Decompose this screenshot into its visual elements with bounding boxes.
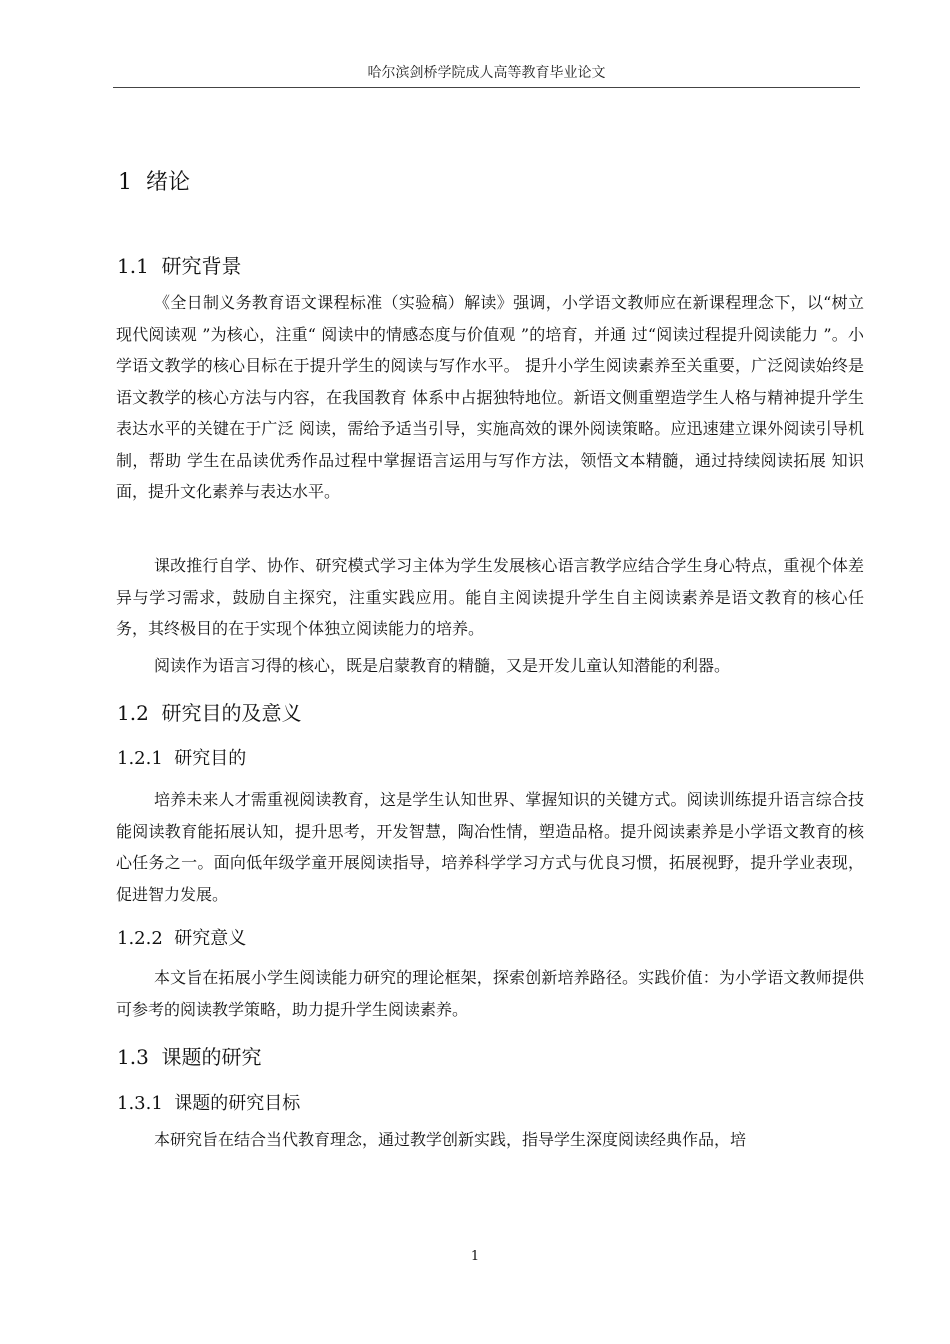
section-heading-1-2 — [117, 697, 302, 726]
section-title: 研究背景 — [161, 254, 242, 278]
subsection-number: 1.2.1 — [117, 748, 163, 769]
section-heading-1-1 — [117, 250, 242, 279]
paragraph-1-1-2: 课改推行自学、协作、研究模式学习主体为学生发展核心语言教学应结合学生身心特点，重视个体差异与学习需求，鼓励自主探究，注重实践应用。能自主阅读提升学生自主阅读素养是语文教育的核心任务，其终极目的在于实现个体独立阅读能力的培养。 — [116, 556, 864, 638]
chapter-number: 1 — [118, 170, 132, 195]
subsection-number: 1.3.1 — [117, 1093, 163, 1114]
subsection-number: 1.2.2 — [117, 928, 163, 949]
section-number: 1.3 — [117, 1045, 149, 1069]
subsection-heading-1-2-2 — [117, 924, 246, 950]
paragraph-1-1-3: 阅读作为语言习得的核心，既是启蒙教育的精髓，又是开发儿童认知潜能的利器。 — [154, 656, 731, 675]
page-number: 1 — [470, 1249, 480, 1264]
section-title: 研究目的及意义 — [161, 701, 302, 725]
subsection-heading-1-2-1 — [117, 744, 246, 770]
paragraph-1-1-1: 《全日制义务教育语文课程标准（实验稿）解读》强调，小学语文教师应在新课程理念下，以“树立现代阅读观 ”为核心，注重“ 阅读中的情感态度与价值观 ”的培育，并通 过“阅读过程提升阅读能力 ”。小学语文教学的核心目标在于提升学生的阅读与写作水平。 提升小学生阅读素养至关重要，广泛阅读始终是语文教学的核心方法与内容，在我国教育 体系中占据独特地位。新语文侧重塑造学生人格与精神提升学生表达水平的关键在于广泛 阅读，需给予适当引导，实施高效的课外阅读策略。应迅速建立课外阅读引导机制，帮助 学生在品读优秀作品过程中掌握语言运用与写作方法，领悟文本精髓，通过持续阅读拓展 知识面，提升文化素养与表达水平。 — [116, 293, 864, 501]
subsection-title: 研究意义 — [174, 928, 247, 949]
chapter-heading — [118, 165, 190, 196]
paragraph-1-2-1: 培养未来人才需重视阅读教育，这是学生认知世界、掌握知识的关键方式。阅读训练提升语言综合技能阅读教育能拓展认知，提升思考，开发智慧，陶冶性情，塑造品格。提升阅读素养是小学语文教育的核心任务之一。面向低年级学童开展阅读指导，培养科学学习方式与优良习惯，拓展视野，提升学业表现，促进智力发展。 — [116, 790, 864, 904]
paragraph-1-2-2: 本文旨在拓展小学生阅读能力研究的理论框架，探索创新培养路径。实践价值：为小学语文教师提供可参考的阅读教学策略，助力提升学生阅读素养。 — [116, 968, 864, 1019]
section-heading-1-3 — [117, 1041, 262, 1070]
paragraph-1-3-1: 本研究旨在结合当代教育理念，通过教学创新实践，指导学生深度阅读经典作品，培 — [154, 1130, 747, 1149]
header-rule — [113, 87, 860, 88]
running-header: 哈尔滨剑桥学院成人高等教育毕业论文 — [367, 65, 606, 81]
section-title: 课题的研究 — [161, 1045, 262, 1069]
subsection-title: 课题的研究目标 — [174, 1093, 301, 1114]
subsection-title: 研究目的 — [174, 748, 247, 769]
section-number: 1.1 — [117, 254, 149, 278]
section-number: 1.2 — [117, 701, 149, 725]
chapter-title: 绪论 — [146, 170, 191, 195]
subsection-heading-1-3-1 — [117, 1089, 300, 1115]
